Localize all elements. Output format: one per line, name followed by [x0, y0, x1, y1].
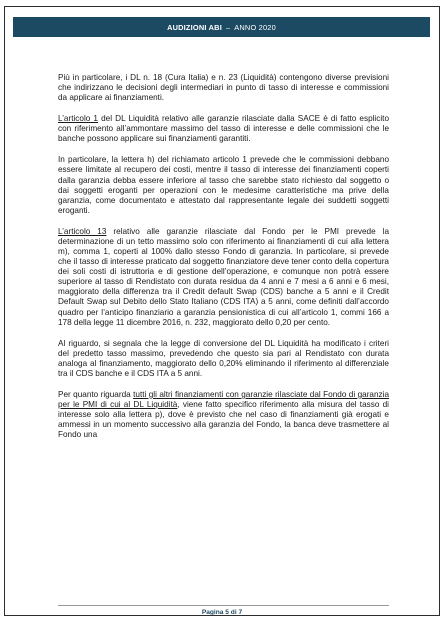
paragraph-5: Al riguardo, si segnala che la legge di conversione del DL Liquidità ha modificato i criteri del predetto tasso massimo, prevedendo che questo sia pari al Rendistato con durata analoga al finanziamento, maggiorato dello 0,20% eliminando il riferimento al differenziale tra il CDS banche e il CDS ITA a 5 anni.: [58, 338, 389, 378]
article-13-reference: L’articolo 13: [58, 226, 107, 236]
page-header: [13, 17, 430, 37]
paragraph-1: Più in particolare, i DL n. 18 (Cura Italia) e n. 23 (Liquidità) contengono diverse previsioni che indirizzano le decisioni degli intermediari in punto di tasso di interesse e commissioni da applicare ai finanziamenti.: [58, 73, 389, 103]
paragraph-4-text: relativo alle garanzie rilasciate dal Fondo per le PMI prevede la determinazione di un tetto massimo solo con riferimento ai finanziamenti di cui alla lettera m), comma 1, coperti al 100% dallo stesso Fondo di garanzia. In particolare, si prevede che il tasso di interesse praticato dal soggetto finanziatore deve tener conto della copertura dei soli costi di istruttoria e di gestione dell’operazione, e comunque non potrà essere superiore al tasso di Rendistato con durata residua da 4 anni e 7 mesi a 6 anni e 6 mesi, maggiorato della differenza tra il Credit default Swap (CDS) banche a 5 anni e il Credit Default Swap sul Debito dello Stato Italiano (CDS ITA) a 5 anni, come definiti dall’accordo quadro per l’anticipo finanziario a garanzia pensionistica di cui all’articolo 1, commi 166 a 178 della legge 11 dicembre 2016, n. 232, maggiorato dello 0,20 per cento.: [58, 226, 389, 327]
other-financing-reference: tutti gli altri finanziamenti con garanzie rilasciate dal Fondo di garanzia per le PMI di cui al DL Liquidità: [58, 389, 390, 409]
paragraph-2-text: del DL Liquidità relativo alle garanzie rilasciate dalla SACE è di fatto esplicito con riferimento all’ammontare massimo del tasso di interesse e delle commissioni che le banche possono applicare sui finanziamenti garantiti.: [58, 114, 389, 144]
header-year: ANNO 2020: [234, 22, 276, 32]
paragraph-6-text: , viene fatto specifico riferimento alla misura del tasso di interesse solo alla lettera p), dove è previsto che nel caso di finanziamenti già erogati e ammessi in un momento successivo alla garanzia del Fondo, la banca deve trasmettere al Fondo una: [58, 399, 389, 440]
document-body: [58, 73, 389, 451]
paragraph-4: [58, 227, 389, 328]
paragraph-3: In particolare, la lettera h) del richiamato articolo 1 prevede che le commissioni debbano essere limitate al recupero dei costi, mentre il tasso di interesse dei finanziamenti coperti dalla garanzia debba essere inferiore al tasso che sarebbe stato richiesto dal soggetto o dai soggetti eroganti per operazioni con le medesime caratteristiche ma prive della garanzia, come documentato e attestato dal rappresentante legale dei suddetti soggetti eroganti.: [58, 155, 389, 215]
paragraph-6-start: Per quanto riguarda: [58, 389, 134, 399]
footer-divider: [58, 605, 389, 606]
paragraph-2: [58, 114, 389, 144]
header-title: AUDIZIONI ABI: [167, 22, 222, 32]
paragraph-6: [58, 390, 389, 440]
article-1-reference: L’articolo 1: [58, 114, 98, 124]
header-separator: –: [225, 22, 231, 32]
page-number: Pagina 5 di 7: [201, 609, 243, 616]
